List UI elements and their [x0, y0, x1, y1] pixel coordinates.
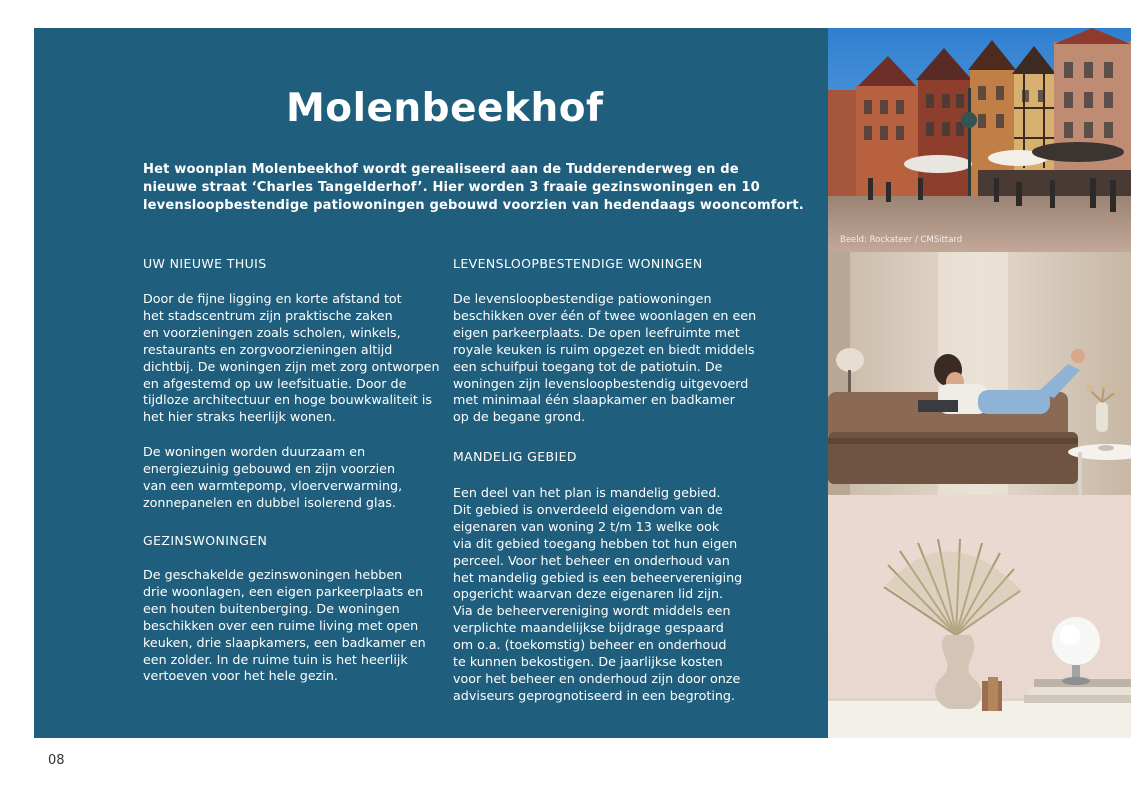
- text-line: drie woonlagen, een eigen parkeerplaats en: [143, 583, 424, 599]
- section-heading: LEVENSLOOPBESTENDIGE WONINGEN: [453, 256, 703, 271]
- text-line: restaurants en zorgvoorzieningen altijd: [143, 341, 393, 357]
- section-heading: UW NIEUWE THUIS: [143, 256, 267, 271]
- text-line: De woningen worden duurzaam en: [143, 444, 366, 459]
- text-line: tijdloze architectuur en hoge bouwkwaliteit is: [143, 392, 432, 408]
- text-line: via dit gebied toegang hebben tot hun eigen: [453, 535, 738, 551]
- text-line: verplichte maandelijkse bijdrage gespaard: [453, 620, 724, 636]
- text-line: woningen zijn levensloopbestendig uitgevoerd: [453, 375, 749, 391]
- left-column-paragraph: [143, 444, 433, 512]
- text-line: beschikken over één of twee woonlagen en een: [453, 307, 757, 323]
- left-column-section-2: [143, 533, 433, 550]
- interior-decor-photo: [828, 495, 1131, 738]
- text-line: De levensloopbestendige patiowoningen: [453, 291, 712, 306]
- right-column-paragraph: [453, 291, 757, 426]
- left-column-section-1: [143, 256, 433, 273]
- text-line: Door de fijne ligging en korte afstand tot: [143, 291, 402, 306]
- text-line: het mandelig gebied is een beheervereniging: [453, 569, 743, 585]
- text-line: opgericht waarvan deze eigenaren lid zijn.: [453, 586, 724, 602]
- text-line: om o.a. (toekomstig) beheer en onderhoud: [453, 637, 727, 653]
- text-line: het stadscentrum zijn praktische zaken: [143, 307, 393, 323]
- text-line: het hier straks heerlijk wonen.: [143, 409, 336, 425]
- text-line: keuken, drie slaapkamers, een badkamer en: [143, 634, 426, 650]
- text-line: Een deel van het plan is mandelig gebied.: [453, 485, 721, 500]
- text-line: voor het beheer en onderhoud zijn door onze: [453, 670, 741, 686]
- intro-line: nieuwe straat ‘Charles Tangelderhof’. Hier worden 3 fraaie gezinswoningen en 10: [143, 180, 760, 195]
- right-column-section-2: [453, 449, 743, 466]
- text-line: royale keuken is ruim opgezet en biedt middels: [453, 341, 755, 357]
- text-line: De geschakelde gezinswoningen hebben: [143, 567, 403, 582]
- right-column-section-1: [453, 256, 743, 273]
- text-line: energiezuinig gebouwd en zijn voorzien: [143, 460, 396, 476]
- intro-paragraph: [143, 161, 804, 215]
- text-line: en afgestemd op uw leefsituatie. Door de: [143, 375, 407, 391]
- living-room-photo: [828, 252, 1131, 495]
- text-line: van een warmtepomp, vloerverwarming,: [143, 477, 403, 493]
- page-number: 08: [48, 753, 65, 768]
- text-line: met minimaal één slaapkamer en badkamer: [453, 392, 735, 408]
- text-line: een zolder. In de ruime tuin is het heerlijk: [143, 651, 408, 667]
- right-column-paragraph: [453, 485, 743, 705]
- text-line: eigen parkeerplaats. De open leefruimte met: [453, 324, 740, 340]
- intro-line: levensloopbestendige patiowoningen gebouwd voorzien van hedendaags wooncomfort.: [143, 198, 804, 213]
- town-square-photo: [828, 28, 1131, 252]
- left-column-paragraph: [143, 291, 440, 426]
- section-heading: GEZINSWONINGEN: [143, 533, 268, 548]
- text-line: dichtbij. De woningen zijn met zorg ontworpen: [143, 358, 440, 374]
- page-title: Molenbeekhof: [286, 86, 604, 131]
- text-line: Via de beheervereniging wordt middels een: [453, 603, 731, 619]
- section-heading: MANDELIG GEBIED: [453, 449, 577, 464]
- text-line: Dit gebied is onverdeeld eigendom van de: [453, 501, 723, 517]
- text-line: perceel. Voor het beheer en onderhoud van: [453, 552, 730, 568]
- text-line: een schuifpui toegang tot de patiotuin. De: [453, 358, 723, 374]
- text-line: te kunnen bekostigen. De jaarlijkse kosten: [453, 654, 723, 670]
- left-column-paragraph: [143, 567, 433, 685]
- intro-line: Het woonplan Molenbeekhof wordt gerealiseerd aan de Tudderenderweg en de: [143, 162, 739, 177]
- content-panel: [34, 28, 828, 738]
- text-line: eigenaren van woning 2 t/m 13 welke ook: [453, 518, 720, 534]
- text-line: beschikken over een ruime living met open: [143, 617, 419, 633]
- text-line: adviseurs geprognotiseerd in een begroting.: [453, 687, 735, 703]
- text-line: op de begane grond.: [453, 409, 586, 425]
- text-line: vertoeven voor het hele gezin.: [143, 668, 338, 684]
- text-line: zonnepanelen en dubbel isolerend glas.: [143, 494, 396, 510]
- photo-credit: Beeld: Rockateer / CMSittard: [840, 235, 963, 245]
- text-line: een houten buitenberging. De woningen: [143, 600, 400, 616]
- text-line: en voorzieningen zoals scholen, winkels,: [143, 324, 401, 340]
